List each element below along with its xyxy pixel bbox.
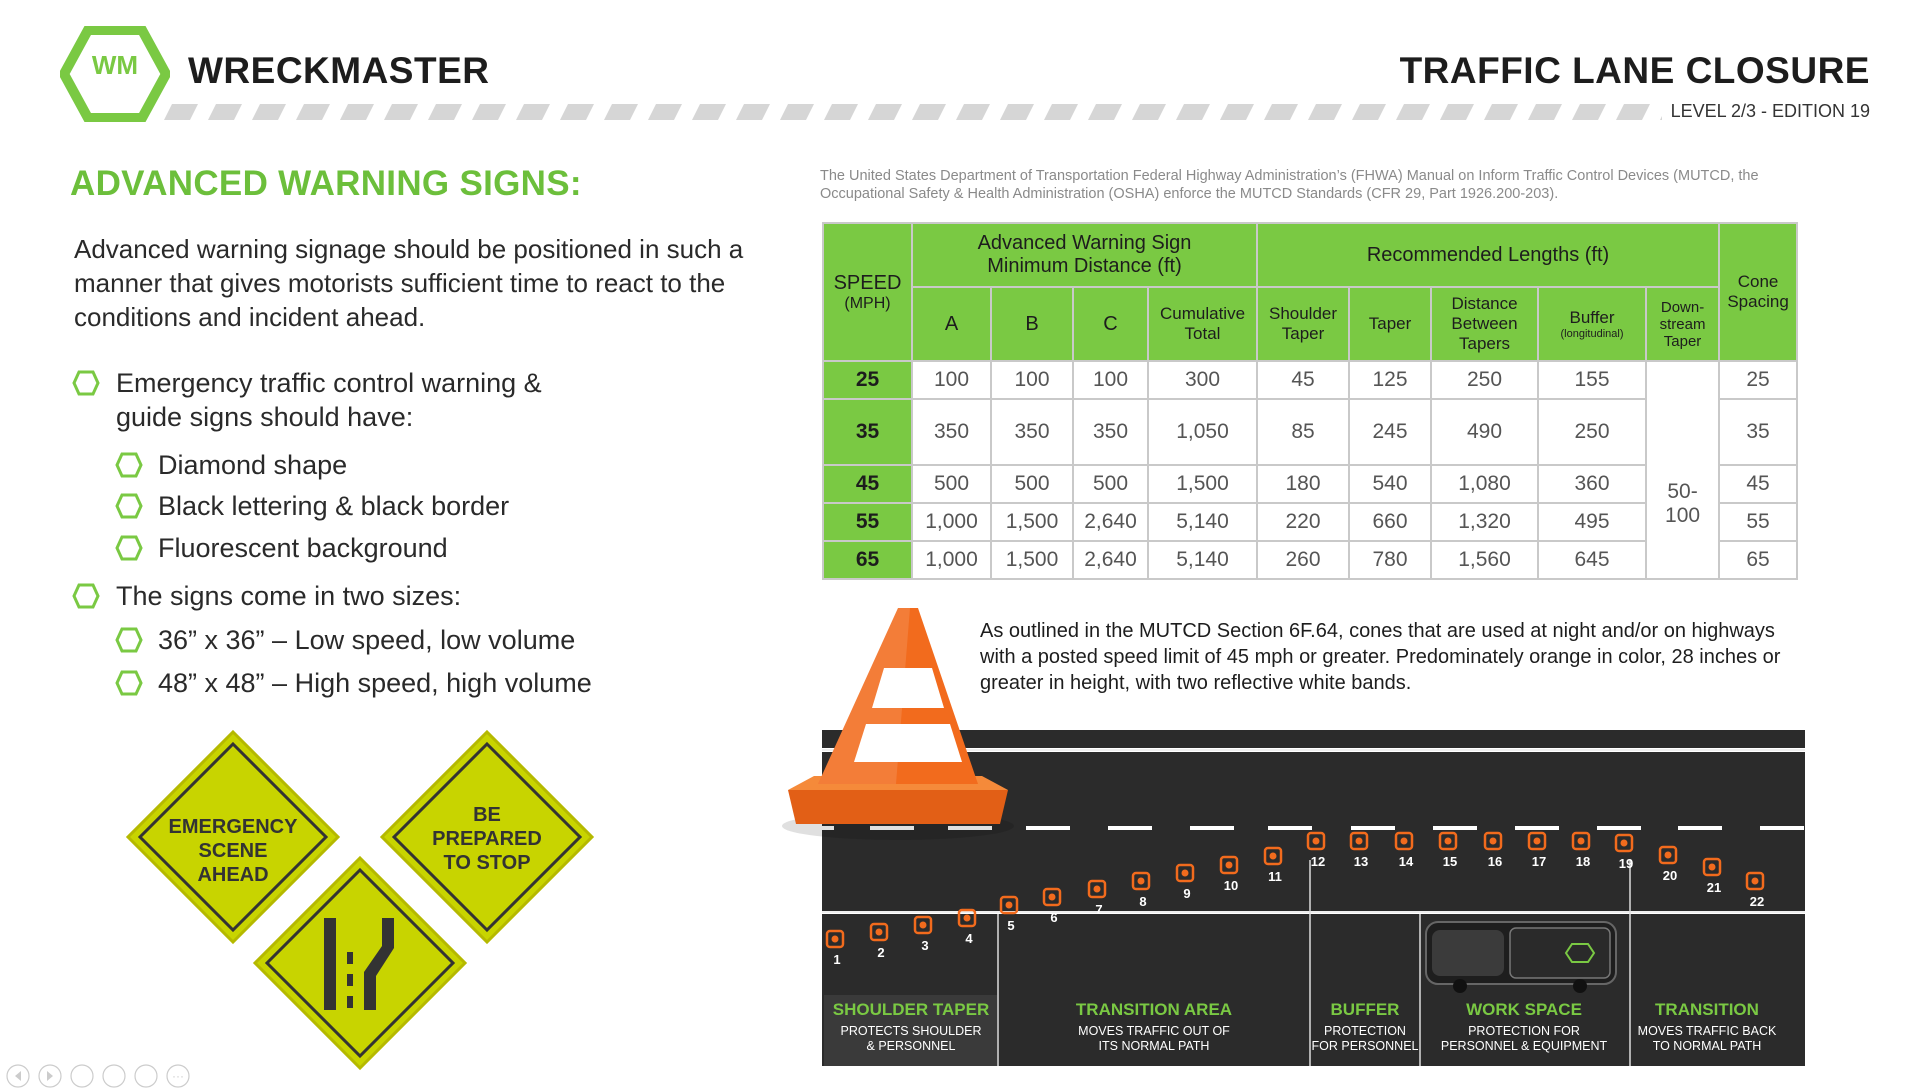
fhwa-note: The United States Department of Transportation Federal Highway Administration’s (FHWA) Manual on Inform Traffic Control Devices (MUTCD, the Occupational Safety & Health Administration (OSHA) enforce the MUTCD Standards (CFR 29, Part 1926.200-203). — [820, 168, 1759, 202]
table-row — [823, 361, 1797, 399]
buffer-cell: 645 — [1538, 541, 1646, 579]
stripe-dash — [648, 104, 682, 120]
cone-number-label: 4 — [965, 931, 973, 946]
down-line1: Down- — [1660, 298, 1705, 316]
down-line2: stream — [1659, 315, 1706, 333]
taper-cell: 780 — [1349, 541, 1431, 579]
stripe-dash — [1000, 104, 1034, 120]
sub-bullet-black-lettering: Black lettering & black border — [158, 491, 510, 521]
cone-number-label: 6 — [1050, 910, 1058, 925]
speed-label: SPEED — [833, 271, 902, 294]
zone-line2-label: TO NORMAL PATH — [1652, 1039, 1762, 1053]
speed-header — [823, 223, 912, 361]
lane-dash — [1108, 826, 1152, 830]
stripe-dash — [560, 104, 594, 120]
cone-description: As outlined in the MUTCD Section 6F.64, cones that are used at night and/or on highways with a posted speed limit of 45 mph or greater. Predominately orange in color, 28 inches or greater in height, with two reflective white bands. — [980, 620, 1781, 694]
stripe-dash — [1132, 104, 1166, 120]
lane-dash — [1268, 826, 1312, 830]
cum-cell: 1,050 — [1148, 399, 1257, 465]
stripe-dash — [1352, 104, 1386, 120]
cum-cell: 5,140 — [1148, 541, 1257, 579]
cone-spacing-header — [1719, 223, 1797, 361]
buffer-cell: 250 — [1538, 399, 1646, 465]
cone-number-label: 12 — [1310, 854, 1326, 869]
sub-bullet-36-size: 36” x 36” – Low speed, low volume — [158, 625, 576, 655]
buffer-cell: 360 — [1538, 465, 1646, 503]
stripe-dash — [428, 104, 462, 120]
lane-dash — [1026, 826, 1070, 830]
a-cell: 1,000 — [912, 541, 991, 579]
edition-label: LEVEL 2/3 - EDITION 19 — [1670, 101, 1870, 121]
hexagon-bullet-icon — [115, 535, 143, 561]
hexagon-bullet-icon — [72, 370, 100, 396]
hexagon-bullet-icon — [72, 583, 100, 609]
stripe-dash — [692, 104, 726, 120]
zone-title-label: TRANSITION — [1655, 1000, 1759, 1019]
lane-closure-distance-table — [822, 222, 1798, 580]
stripe-dash — [824, 104, 858, 120]
shoulder-cell: 45 — [1257, 361, 1349, 399]
bullet-signs-have-line2: guide signs should have: — [116, 402, 414, 432]
pen-icon — [71, 1065, 93, 1087]
cone-number-label: 14 — [1398, 854, 1414, 869]
zone-title-label: BUFFER — [1330, 1000, 1400, 1019]
hexagon-bullet-icon — [115, 670, 143, 696]
hexagon-bullet-icon — [115, 493, 143, 519]
section-title: ADVANCED WARNING SIGNS: — [70, 164, 582, 203]
taper-cell: 540 — [1349, 465, 1431, 503]
a-cell: 500 — [912, 465, 991, 503]
stripe-dash — [912, 104, 946, 120]
sign2-line3: TO STOP — [443, 852, 531, 874]
brand-name: WRECKMASTER — [188, 50, 490, 91]
c-cell: 100 — [1073, 361, 1148, 399]
cone-number-label: 7 — [1095, 902, 1103, 917]
stripe-dash — [252, 104, 286, 120]
zone-line2-label: FOR PERSONNEL — [1311, 1039, 1419, 1053]
buffer-header — [1538, 287, 1646, 361]
dist-line1: Distance — [1451, 294, 1518, 313]
stripe-dash — [472, 104, 506, 120]
stripe-dash — [1440, 104, 1474, 120]
advanced-warning-header — [912, 223, 1257, 287]
cone-number-label: 10 — [1223, 878, 1239, 893]
lane-dash — [1678, 826, 1722, 830]
dist-cell: 490 — [1431, 399, 1538, 465]
slides-grid-icon — [103, 1065, 125, 1087]
b-cell: 100 — [991, 361, 1073, 399]
a-cell: 100 — [912, 361, 991, 399]
stripe-dash — [208, 104, 242, 120]
taper-cell: 245 — [1349, 399, 1431, 465]
buffer-cell: 495 — [1538, 503, 1646, 541]
dist-cell: 250 — [1431, 361, 1538, 399]
cum-cell: 5,140 — [1148, 503, 1257, 541]
c-cell: 350 — [1073, 399, 1148, 465]
c-cell: 500 — [1073, 465, 1148, 503]
col-c-header: C — [1073, 287, 1148, 361]
col-b-header: B — [991, 287, 1073, 361]
cone-number-label: 11 — [1268, 869, 1282, 884]
logo-letter-w: WM — [91, 50, 139, 80]
c-cell: 2,640 — [1073, 503, 1148, 541]
cum-cell: 300 — [1148, 361, 1257, 399]
page-title: TRAFFIC LANE CLOSURE — [1399, 50, 1870, 91]
bullet-two-sizes: The signs come in two sizes: — [116, 581, 462, 611]
sign1-line3: AHEAD — [197, 864, 269, 886]
a-cell: 350 — [912, 399, 991, 465]
intro-paragraph: Advanced warning signage should be positioned in such a manner that gives motorists sufficient time to react to the conditions and incident ahead. — [74, 234, 744, 332]
lane-dash — [1597, 826, 1641, 830]
hexagon-bullet-icon — [115, 452, 143, 478]
stripe-dash — [956, 104, 990, 120]
taper-cell: 125 — [1349, 361, 1431, 399]
zone-line2-label: PERSONNEL & EQUIPMENT — [1440, 1039, 1608, 1053]
zone-title-label: SHOULDER TAPER — [832, 1000, 990, 1019]
tow-truck-icon — [1426, 922, 1616, 993]
zone-line1-label: PROTECTION FOR — [1468, 1024, 1580, 1038]
lane-dash — [1760, 826, 1804, 830]
stripe-dash — [296, 104, 330, 120]
stripe-dash — [164, 104, 198, 120]
stripe-dash — [780, 104, 814, 120]
cone-spacing-cell: 55 — [1719, 503, 1797, 541]
downstream-taper-cell — [1646, 361, 1719, 579]
shoulder-cell: 85 — [1257, 399, 1349, 465]
cone-number-label: 8 — [1139, 894, 1147, 909]
cone-number-label: 16 — [1487, 854, 1503, 869]
traffic-cone-illustration — [778, 606, 1018, 842]
stripe-dash — [1088, 104, 1122, 120]
zone-line2-label: ITS NORMAL PATH — [1098, 1039, 1210, 1053]
taper-cell: 660 — [1349, 503, 1431, 541]
cone-number-label: 3 — [921, 938, 929, 953]
sub-bullet-48-size: 48” x 48” – High speed, high volume — [158, 668, 592, 698]
zone-line2-label: & PERSONNEL — [866, 1039, 956, 1053]
speed-cell: 45 — [823, 465, 912, 503]
recommended-lengths-header: Recommended Lengths (ft) — [1257, 223, 1719, 287]
b-cell: 350 — [991, 399, 1073, 465]
cone-spacing-cell: 65 — [1719, 541, 1797, 579]
zone-title-label: TRANSITION AREA — [1075, 1000, 1233, 1019]
group1-line2: Minimum Distance (ft) — [987, 255, 1182, 277]
b-cell: 1,500 — [991, 541, 1073, 579]
stripe-dash — [604, 104, 638, 120]
cone-number-label: 1 — [833, 952, 841, 967]
cone-number-label: 9 — [1183, 886, 1191, 901]
cone-line1: Cone — [1737, 272, 1779, 291]
stripe-dash — [1616, 104, 1650, 120]
warning-signs-illustration — [120, 720, 610, 1080]
wreckmaster-logo — [60, 26, 170, 122]
stripe-dash — [1220, 104, 1254, 120]
speed-cell: 55 — [823, 503, 912, 541]
cone-spacing-cell: 35 — [1719, 399, 1797, 465]
stripe-dash — [1484, 104, 1518, 120]
cone-number-label: 19 — [1618, 856, 1634, 871]
sign2-line2: PREPARED — [432, 828, 542, 850]
a-cell: 1,000 — [912, 503, 991, 541]
sub-bullet-diamond: Diamond shape — [158, 450, 348, 480]
stripe-dash — [1176, 104, 1210, 120]
sh-line1: Shoulder — [1268, 304, 1338, 323]
downstream-taper-header — [1646, 287, 1719, 361]
stripe-dash — [1264, 104, 1298, 120]
zone-line1-label: PROTECTS SHOULDER — [840, 1024, 982, 1038]
dist-cell: 1,560 — [1431, 541, 1538, 579]
c-cell: 2,640 — [1073, 541, 1148, 579]
distance-between-tapers-header — [1431, 287, 1538, 361]
taper-header: Taper — [1349, 287, 1431, 361]
dist-line3: Tapers — [1459, 334, 1511, 353]
stripe-dash — [1396, 104, 1430, 120]
sign1-line2: SCENE — [198, 840, 268, 862]
stripe-dash — [1044, 104, 1078, 120]
hexagon-bullet-icon — [115, 627, 143, 653]
dist-line2: Between — [1451, 314, 1518, 333]
cone-number-label: 15 — [1442, 854, 1458, 869]
stripe-dash — [736, 104, 770, 120]
stripe-dash — [1528, 104, 1562, 120]
b-cell: 500 — [991, 465, 1073, 503]
downstream-value-line2: 100 — [1665, 504, 1701, 527]
shoulder-cell: 220 — [1257, 503, 1349, 541]
speed-cell: 35 — [823, 399, 912, 465]
sh-line2: Taper — [1281, 324, 1325, 343]
cone-number-label: 2 — [877, 945, 885, 960]
cumulative-total-header — [1148, 287, 1257, 361]
lane-dash — [1351, 826, 1395, 830]
cone-line2: Spacing — [1727, 292, 1789, 311]
cone-spacing-cell: 25 — [1719, 361, 1797, 399]
cone-number-label: 21 — [1706, 880, 1722, 895]
stripe-dash — [516, 104, 550, 120]
zoom-icon — [135, 1065, 157, 1087]
cum-line1: Cumulative — [1159, 304, 1246, 323]
shoulder-cell: 260 — [1257, 541, 1349, 579]
b-cell: 1,500 — [991, 503, 1073, 541]
buffer-line1: Buffer — [1569, 308, 1615, 327]
group1-line1: Advanced Warning Sign — [977, 232, 1192, 254]
speed-cell: 65 — [823, 541, 912, 579]
lane-dash — [1433, 826, 1477, 830]
dist-cell: 1,320 — [1431, 503, 1538, 541]
shoulder-taper-header — [1257, 287, 1349, 361]
sub-bullet-fluorescent: Fluorescent background — [158, 533, 448, 563]
stripe-dash — [868, 104, 902, 120]
bullet-signs-have-line1: Emergency traffic control warning & — [116, 368, 542, 398]
slide-navigation-controls[interactable] — [6, 1062, 246, 1092]
shoulder-cell: 180 — [1257, 465, 1349, 503]
lane-dash — [1515, 826, 1559, 830]
stripe-dash — [384, 104, 418, 120]
speed-cell: 25 — [823, 361, 912, 399]
cone-spacing-cell: 45 — [1719, 465, 1797, 503]
cone-number-label: 17 — [1531, 854, 1547, 869]
sign1-line1: EMERGENCY — [168, 816, 298, 838]
zone-title-label: WORK SPACE — [1466, 1000, 1582, 1019]
cone-number-label: 13 — [1353, 854, 1369, 869]
zone-line1-label: MOVES TRAFFIC OUT OF — [1078, 1024, 1230, 1038]
stripe-dash — [1572, 104, 1606, 120]
cum-cell: 1,500 — [1148, 465, 1257, 503]
cone-number-label: 18 — [1575, 854, 1591, 869]
mph-label: (MPH) — [844, 294, 891, 312]
buffer-line2: (longitudinal) — [1560, 328, 1624, 340]
down-line3: Taper — [1663, 332, 1702, 350]
zone-line1-label: PROTECTION — [1324, 1024, 1406, 1038]
zone-line1-label: MOVES TRAFFIC BACK — [1637, 1024, 1777, 1038]
stripe-dash — [1308, 104, 1342, 120]
cone-number-label: 22 — [1749, 894, 1765, 909]
stripe-dash — [1660, 104, 1662, 120]
stripe-dash — [340, 104, 374, 120]
header-stripe-divider — [162, 104, 1662, 120]
downstream-value-line1: 50- — [1667, 480, 1698, 503]
col-a-header: A — [912, 287, 991, 361]
cone-number-label: 5 — [1007, 918, 1015, 933]
svg-text:···: ··· — [172, 1069, 184, 1083]
cum-line2: Total — [1184, 324, 1221, 343]
sign2-line1: BE — [473, 804, 501, 826]
buffer-cell: 155 — [1538, 361, 1646, 399]
cone-number-label: 20 — [1662, 868, 1678, 883]
dist-cell: 1,080 — [1431, 465, 1538, 503]
lane-dash — [1190, 826, 1234, 830]
